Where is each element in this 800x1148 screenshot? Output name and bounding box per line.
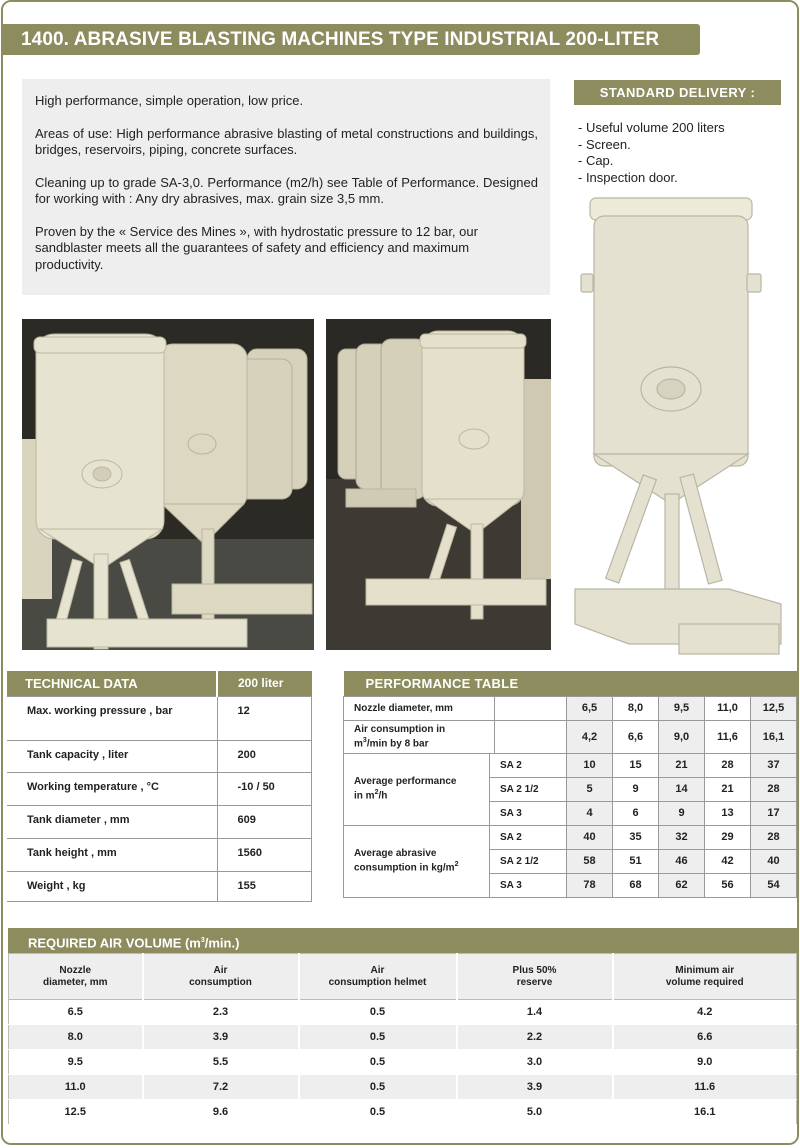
table-cell: 40 xyxy=(751,849,797,873)
list-item: - Cap. xyxy=(578,153,614,168)
table-row xyxy=(7,805,312,838)
table-cell: 4 xyxy=(567,801,613,825)
table-cell: 3.9 xyxy=(457,1075,613,1100)
content-area xyxy=(3,74,797,662)
table-cell: 9.0 xyxy=(613,1050,797,1075)
row-label: Tank diameter , mm xyxy=(7,805,217,838)
row-label: Working temperature , °C xyxy=(7,772,217,805)
grade-label: SA 3 xyxy=(490,801,567,825)
table-cell: 9 xyxy=(613,777,659,801)
grade-label: SA 2 xyxy=(490,825,567,849)
table-cell: 11,0 xyxy=(705,696,751,720)
grade-label: SA 3 xyxy=(490,873,567,897)
table-cell: 37 xyxy=(751,753,797,777)
table-row xyxy=(344,825,797,849)
grade-label: SA 2 1/2 xyxy=(490,849,567,873)
technical-data-header: TECHNICAL DATA xyxy=(7,671,217,696)
header-line: consumption xyxy=(189,976,252,988)
header-line: Air xyxy=(213,964,228,976)
table-cell: 9 xyxy=(659,801,705,825)
label-text: /min by 8 bar xyxy=(366,738,429,750)
label-text: Average performance xyxy=(354,776,457,788)
row-value: -10 / 50 xyxy=(217,772,312,805)
table-cell: 5.0 xyxy=(457,1100,613,1125)
header-sup: 3 xyxy=(200,937,205,944)
table-cell: 15 xyxy=(613,753,659,777)
table-cell: 21 xyxy=(705,777,751,801)
list-item: - Screen. xyxy=(578,136,631,152)
table-cell: 21 xyxy=(659,753,705,777)
header-line: Nozzle xyxy=(59,964,92,976)
row-label: Weight , kg xyxy=(7,871,217,901)
table-cell: 35 xyxy=(613,825,659,849)
grade-label: SA 2 xyxy=(490,753,567,777)
page-frame xyxy=(1,0,799,1145)
table-cell: 8,0 xyxy=(613,696,659,720)
intro-paragraph: Cleaning up to grade SA-3,0. Performance (m2/h) see Table of Performance. Designed for working with : Any dry abrasives, max. grain size 3,5 mm. xyxy=(35,174,538,206)
label-text: in m xyxy=(354,790,375,802)
table-row xyxy=(7,740,312,772)
technical-data-table xyxy=(7,671,312,902)
table-cell: 16.1 xyxy=(613,1100,797,1125)
tables-section xyxy=(3,662,797,906)
table-cell: 0.5 xyxy=(299,1075,457,1100)
table-cell: 7.2 xyxy=(143,1075,299,1100)
table-cell: 0.5 xyxy=(299,1000,457,1025)
table-cell: 12.5 xyxy=(9,1100,143,1125)
row-label xyxy=(344,753,490,825)
tank-angle-illustration xyxy=(326,319,551,650)
table-cell: 9,0 xyxy=(659,720,705,753)
product-photo-row xyxy=(22,319,314,650)
table-row xyxy=(7,696,312,740)
table-row xyxy=(9,1025,797,1050)
standard-delivery-header: STANDARD DELIVERY : xyxy=(574,80,781,105)
table-row xyxy=(9,1075,797,1100)
table-cell: 0.5 xyxy=(299,1025,457,1050)
row-label: Max. working pressure , bar xyxy=(7,696,217,740)
table-cell: 6.5 xyxy=(9,1000,143,1025)
table-cell: 54 xyxy=(751,873,797,897)
table-cell: 9,5 xyxy=(659,696,705,720)
standard-delivery-list xyxy=(578,120,788,186)
table-cell: 28 xyxy=(705,753,751,777)
table-cell: 62 xyxy=(659,873,705,897)
table-cell: 11,6 xyxy=(705,720,751,753)
table-cell: 68 xyxy=(613,873,659,897)
row-value: 1560 xyxy=(217,838,312,871)
header-line: Air xyxy=(370,964,385,976)
list-item: - Useful volume 200 liters xyxy=(578,120,725,135)
table-cell: 0.5 xyxy=(299,1050,457,1075)
label-text: Average abrasive xyxy=(354,848,437,860)
row-label xyxy=(344,825,490,897)
table-cell: 10 xyxy=(567,753,613,777)
table-cell: 32 xyxy=(659,825,705,849)
header-text: REQUIRED AIR VOLUME (m xyxy=(28,935,201,951)
grade-label: SA 2 1/2 xyxy=(490,777,567,801)
spacer-cell xyxy=(495,720,567,753)
table-cell: 13 xyxy=(705,801,751,825)
table-cell: 8.0 xyxy=(9,1025,143,1050)
intro-paragraph: High performance, simple operation, low price. xyxy=(35,93,304,108)
table-cell: 0.5 xyxy=(299,1100,457,1125)
table-row xyxy=(9,1050,797,1075)
table-cell: 14 xyxy=(659,777,705,801)
table-cell: 46 xyxy=(659,849,705,873)
title-bar xyxy=(3,2,797,74)
product-photo-angle xyxy=(326,319,551,650)
label-text: m xyxy=(354,738,363,750)
table-row xyxy=(344,720,797,753)
table-row xyxy=(344,696,797,720)
header-text: /min.) xyxy=(204,935,240,951)
performance-table-header: PERFORMANCE TABLE xyxy=(344,671,797,696)
header-line: diameter, mm xyxy=(43,976,108,988)
required-air-table xyxy=(8,953,797,1125)
label-text: consumption in kg/m xyxy=(354,862,455,874)
column-header xyxy=(143,954,299,1000)
column-header xyxy=(299,954,457,1000)
page-title: 1400. ABRASIVE BLASTING MACHINES TYPE INDUSTRIAL 200-LITER xyxy=(3,24,700,55)
performance-table xyxy=(343,671,797,898)
table-cell: 6,6 xyxy=(613,720,659,753)
row-label xyxy=(344,720,495,753)
table-cell: 2.3 xyxy=(143,1000,299,1025)
table-row xyxy=(344,753,797,777)
technical-data-unit-header: 200 liter xyxy=(217,671,312,696)
table-cell: 3.0 xyxy=(457,1050,613,1075)
header-line: volume required xyxy=(665,976,744,988)
table-cell: 4,2 xyxy=(567,720,613,753)
column-header xyxy=(9,954,143,1000)
intro-paragraph: Areas of use: High performance abrasive blasting of metal constructions and buildings, bridges, reservoirs, piping, concrete surfaces. xyxy=(35,125,538,157)
label-sup: 2 xyxy=(454,861,459,869)
table-row xyxy=(7,838,312,871)
list-item: - Inspection door. xyxy=(578,169,678,185)
intro-panel xyxy=(22,79,550,295)
row-value: 200 xyxy=(217,740,312,772)
row-value: 155 xyxy=(217,871,312,901)
row-value: 609 xyxy=(217,805,312,838)
label-text: Air consumption in xyxy=(354,723,446,735)
required-air-header xyxy=(8,928,797,953)
table-cell: 5 xyxy=(567,777,613,801)
label-text: /h xyxy=(378,790,388,802)
header-line: reserve xyxy=(516,976,553,988)
row-label: Tank capacity , liter xyxy=(7,740,217,772)
table-cell: 28 xyxy=(751,825,797,849)
product-photo-single xyxy=(569,194,797,669)
table-cell: 3.9 xyxy=(143,1025,299,1050)
table-cell: 9.6 xyxy=(143,1100,299,1125)
table-cell: 56 xyxy=(705,873,751,897)
table-cell: 9.5 xyxy=(9,1050,143,1075)
table-cell: 16,1 xyxy=(751,720,797,753)
tank-row-illustration xyxy=(22,319,314,650)
column-header xyxy=(457,954,613,1000)
table-cell: 11.0 xyxy=(9,1075,143,1100)
table-cell: 28 xyxy=(751,777,797,801)
table-cell: 1.4 xyxy=(457,1000,613,1025)
table-cell: 2.2 xyxy=(457,1025,613,1050)
table-cell: 40 xyxy=(567,825,613,849)
table-cell: 51 xyxy=(613,849,659,873)
required-air-section xyxy=(3,928,797,1145)
table-cell: 11.6 xyxy=(613,1075,797,1100)
header-line: Plus 50% xyxy=(512,964,557,976)
table-cell: 29 xyxy=(705,825,751,849)
table-row xyxy=(9,1100,797,1125)
table-cell: 17 xyxy=(751,801,797,825)
table-cell: 6 xyxy=(613,801,659,825)
table-cell: 12,5 xyxy=(751,696,797,720)
column-header xyxy=(613,954,797,1000)
header-line: Minimum air xyxy=(675,964,735,976)
table-cell: 6.6 xyxy=(613,1025,797,1050)
table-row xyxy=(7,772,312,805)
table-cell: 42 xyxy=(705,849,751,873)
row-label: Nozzle diameter, mm xyxy=(344,696,495,720)
tank-single-illustration xyxy=(569,194,797,669)
table-cell: 5.5 xyxy=(143,1050,299,1075)
label-sup: 2 xyxy=(374,789,379,797)
table-cell: 4.2 xyxy=(613,1000,797,1025)
row-value: 12 xyxy=(217,696,312,740)
label-sup: 3 xyxy=(362,736,367,744)
header-line: consumption helmet xyxy=(328,976,427,988)
spacer-cell xyxy=(495,696,567,720)
intro-paragraph: Proven by the « Service des Mines », with hydrostatic pressure to 12 bar, our sandblaster meets all the guarantees of safety and efficiency and maximum productivity. xyxy=(35,223,478,272)
table-row xyxy=(9,1000,797,1025)
row-label: Tank height , mm xyxy=(7,838,217,871)
table-row xyxy=(7,871,312,901)
table-cell: 58 xyxy=(567,849,613,873)
table-cell: 6,5 xyxy=(567,696,613,720)
table-cell: 78 xyxy=(567,873,613,897)
